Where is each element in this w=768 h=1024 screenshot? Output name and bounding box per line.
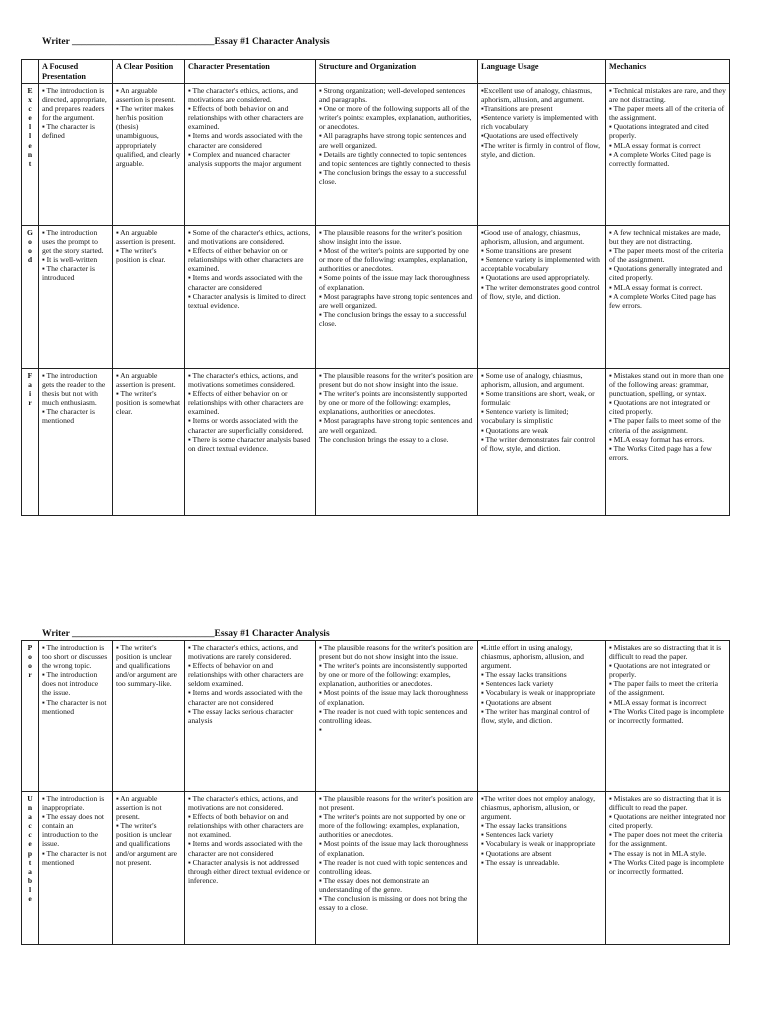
criterion-item: ▪ The introduction does not introduce the issue.: [42, 670, 99, 698]
cell-clear-position: [113, 792, 185, 945]
criterion-item: ▪ Quotations are absent: [481, 848, 552, 858]
cell-clear-position: [113, 369, 185, 516]
criterion-item: ▪ MLA essay format is incorrect: [609, 697, 707, 707]
criterion-item: ▪ Mistakes stand out in more than one of the following areas: grammar, punctuation, spelling, or syntax.: [609, 371, 724, 399]
level-letter: b: [27, 875, 33, 885]
criterion-item: ▪ Effects of either behavior on or relationships with other characters are examined.: [188, 246, 304, 274]
criterion-item: ▪ The writer's points are inconsistently supported by one or more of the following: examples, explanations, authorities or anecdotes.: [319, 389, 468, 417]
cell-language-usage: [478, 369, 606, 516]
rubric-row-unacceptable: [22, 792, 730, 945]
level-letter: t: [28, 857, 32, 867]
cell-structure-organization: [316, 641, 478, 792]
criterion-item: ▪ The essay does not contain an introduction to the issue.: [42, 812, 105, 849]
criterion-item: ▪ Items and words associated with the character are considered: [188, 131, 303, 150]
level-letter: l: [28, 122, 32, 132]
col-header-focused-presentation: A Focused Presentation: [39, 60, 113, 84]
level-letter: P: [27, 643, 33, 652]
criterion-item: ▪ Character analysis is limited to direct textual evidence.: [188, 291, 306, 310]
cell-language-usage: [478, 84, 606, 226]
criterion-item: ▪ The plausible reasons for the writer's position are present but do not show insight into the issue.: [319, 371, 474, 390]
criterion-item: ▪ The Works Cited page has a few errors.: [609, 443, 712, 462]
cell-character-presentation: [185, 84, 316, 226]
level-label-excellent: [22, 84, 39, 226]
criterion-item: ▪ The Works Cited page is incomplete or incorrectly formatted.: [609, 706, 724, 725]
criterion-item: ▪ The writer's position is unclear and qualifications and/or argument are not present.: [116, 821, 178, 867]
criterion-item: ▪Sentence variety is implemented with rich vocabulary: [481, 113, 598, 132]
level-label-fair: [22, 369, 39, 516]
criterion-item: ▪ The paper fails to meet the criteria of the assignment.: [609, 679, 719, 698]
level-letter: a: [28, 380, 32, 390]
criterion-item: ▪ Technical mistakes are rare, and they are not distracting.: [609, 86, 726, 105]
criterion-item: ▪ Most paragraphs have strong topic sentences and are well organized.: [319, 291, 473, 310]
cell-language-usage: [478, 641, 606, 792]
cell-focused-presentation: [39, 641, 113, 792]
cell-mechanics: [606, 641, 730, 792]
criterion-item: ▪ Quotations generally integrated and cited properly.: [609, 264, 723, 283]
rubric-table-bottom: [21, 640, 730, 945]
level-letter: i: [28, 389, 32, 399]
cell-focused-presentation: [39, 226, 113, 369]
criterion-item: ▪ Complex and nuanced character analysis supports the major argument: [188, 149, 302, 168]
cell-mechanics: [606, 792, 730, 945]
criterion-item: ▪ Some points of the issue may lack thoroughness of explanation.: [319, 273, 470, 292]
cell-mechanics: [606, 226, 730, 369]
criterion-item: ▪ The conclusion brings the essay to a successful close.: [319, 309, 467, 328]
criterion-item: ▪ There is some character analysis based on direct textual evidence.: [188, 434, 311, 453]
criterion-item: ▪ Items or words associated with the character are superficially considered.: [188, 416, 304, 435]
criterion-item: ▪ Most points of the issue may lack thoroughness of explanation.: [319, 688, 469, 707]
criterion-item: ▪ An arguable assertion is present.: [116, 228, 176, 247]
criterion-item: ▪ The writer's position is somewhat clear.: [116, 389, 181, 417]
criterion-item: ▪ The introduction gets the reader to the thesis but not with much enthusiasm.: [42, 371, 106, 408]
criterion-item: ▪ Character analysis is not addressed through either direct textual evidence or inference.: [188, 857, 310, 885]
criterion-item: The conclusion brings the essay to a close.: [319, 434, 449, 444]
level-label-unacceptable: [22, 792, 39, 945]
criterion-item: ▪ The character's ethics, actions, and motivations sometimes considered.: [188, 371, 298, 390]
level-letter: t: [28, 158, 32, 168]
criterion-item: ▪ Sentences lack variety: [481, 679, 554, 689]
criterion-item: ▪ Items and words associated with the character are considered: [188, 273, 303, 292]
criterion-item: ▪ A complete Works Cited page has few errors.: [609, 291, 716, 310]
criterion-item: ▪ Quotations integrated and cited properly.: [609, 122, 709, 141]
rubric-row-poor: [22, 641, 730, 792]
criterion-item: ▪ MLA essay format is correct: [609, 140, 701, 150]
cell-mechanics: [606, 84, 730, 226]
level-letter: a: [28, 866, 32, 876]
criterion-item: ▪ Mistakes are so distracting that it is difficult to read the paper.: [609, 643, 722, 662]
level-label-good: [22, 226, 39, 369]
criterion-item: ▪ Strong organization; well-developed sentences and paragraphs.: [319, 86, 466, 105]
col-header-language-usage: Language Usage: [478, 60, 606, 84]
criterion-item: ▪ A complete Works Cited page is correctly formatted.: [609, 149, 711, 168]
criterion-item: ▪ Sentence variety is limited; vocabulary is simplistic: [481, 407, 569, 426]
criterion-item: ▪ All paragraphs have strong topic sentences and are well organized.: [319, 131, 467, 150]
criterion-item: ▪ Some transitions are short, weak, or formulaic: [481, 389, 595, 408]
criterion-item: ▪ The introduction is too short or discusses the wrong topic.: [42, 643, 108, 671]
criterion-item: ▪ Quotations are weak: [481, 425, 549, 435]
level-letter: c: [28, 821, 32, 831]
criterion-item: ▪ The plausible reasons for the writer's position are present but do not show insight into the issue.: [319, 643, 474, 662]
criterion-item: ▪ One or more of the following supports all of the writer's points: examples, explanation, authorities, or anecdotes.: [319, 104, 472, 132]
criterion-item: ▪ The essay does not demonstrate an understanding of the genre.: [319, 875, 430, 894]
criterion-item: ▪ Quotations are used appropriately.: [481, 273, 590, 283]
criterion-item: ▪ The introduction is inappropriate.: [42, 794, 105, 813]
criterion-item: ▪ The essay is unreadable.: [481, 857, 560, 867]
corner-cell: [22, 60, 39, 84]
cell-structure-organization: [316, 369, 478, 516]
criterion-item: ▪Excellent use of analogy, chiasmus, aphorism, allusion, and argument.: [481, 86, 593, 105]
level-letter: U: [27, 794, 33, 803]
cell-character-presentation: [185, 226, 316, 369]
criterion-item: ▪ Effects of behavior on and relationships with other characters are seldom examined.: [188, 661, 304, 689]
cell-language-usage: [478, 226, 606, 369]
criterion-item: ▪ The character is not mentioned: [42, 697, 107, 716]
col-header-clear-position: A Clear Position: [113, 60, 185, 84]
criterion-item: ▪ The reader is not cued with topic sentences and controlling ideas.: [319, 706, 468, 725]
criterion-item: ▪ Some of the character's ethics, actions, and motivations are considered.: [188, 228, 311, 247]
cell-character-presentation: [185, 641, 316, 792]
criterion-item: ▪ The reader is not cued with topic sentences and controlling ideas.: [319, 857, 468, 876]
level-letter: o: [28, 661, 32, 671]
criterion-item: ▪ The writer has marginal control of flow, style, and diction.: [481, 706, 590, 725]
criterion-item: ▪ The essay lacks transitions: [481, 670, 567, 680]
rubric-header-row: [22, 60, 730, 84]
criterion-item: ▪ A few technical mistakes are made, but they are not distracting.: [609, 228, 721, 247]
cell-clear-position: [113, 226, 185, 369]
cell-structure-organization: [316, 226, 478, 369]
level-letter: o: [28, 237, 32, 247]
cell-focused-presentation: [39, 792, 113, 945]
criterion-item: ▪ Quotations are absent: [481, 697, 552, 707]
level-letter: e: [28, 839, 32, 849]
col-header-structure-organization: Structure and Organization: [316, 60, 478, 84]
level-letter: n: [27, 149, 33, 159]
criterion-item: ▪ Vocabulary is weak or inappropriate: [481, 839, 596, 849]
criterion-item: ▪ The writer's points are not supported by one or more of the following: examples, explanation, authorities or anecdotes.: [319, 812, 466, 840]
level-letter: G: [27, 228, 33, 237]
criterion-item: ▪ Sentence variety is implemented with acceptable vocabulary: [481, 255, 600, 274]
level-letter: e: [28, 113, 32, 123]
level-letter: a: [28, 812, 32, 822]
level-letter: l: [28, 884, 32, 894]
criterion-item: ▪ The character's ethics, actions, and motivations are considered.: [188, 86, 298, 105]
criterion-item: ▪ Some use of analogy, chiasmus, aphorism, allusion, and argument.: [481, 371, 585, 390]
level-letter: o: [28, 246, 32, 256]
criterion-item: ▪ Mistakes are so distracting that it is difficult to read the paper.: [609, 794, 722, 813]
criterion-item: ▪ MLA essay format is correct.: [609, 282, 703, 292]
col-header-character-presentation: Character Presentation: [185, 60, 316, 84]
criterion-item: ▪ The Works Cited page is incomplete or incorrectly formatted.: [609, 857, 724, 876]
cell-focused-presentation: [39, 369, 113, 516]
criterion-item: ▪ The character is mentioned: [42, 407, 95, 426]
rubric-table-top: [21, 59, 730, 516]
criterion-item: ▪The writer is firmly in control of flow, style, and diction.: [481, 140, 601, 159]
criterion-item: ▪ Quotations are neither integrated nor cited properly.: [609, 812, 726, 831]
criterion-item: ▪ Sentences lack variety: [481, 830, 554, 840]
criterion-item: ▪ The plausible reasons for the writer's position show insight into the issue.: [319, 228, 462, 247]
criterion-item: ▪ The writer demonstrates good control of flow, style, and diction.: [481, 282, 600, 301]
cell-mechanics: [606, 369, 730, 516]
header-writer-essay-bottom: Writer ______________________________Essay #1 Character Analysis: [42, 629, 330, 639]
criterion-item: ▪Transitions are present: [481, 104, 553, 114]
level-letter: r: [28, 398, 32, 408]
cell-character-presentation: [185, 792, 316, 945]
criterion-item: ▪ The essay lacks transitions: [481, 821, 567, 831]
criterion-item: ▪: [319, 724, 322, 734]
level-letter: E: [27, 86, 33, 95]
cell-language-usage: [478, 792, 606, 945]
criterion-item: ▪ The conclusion brings the essay to a successful close.: [319, 167, 467, 186]
criterion-item: ▪ Most points of the issue may lack thoroughness of explanation.: [319, 839, 469, 858]
criterion-item: ▪ The essay lacks serious character analysis: [188, 706, 294, 725]
criterion-item: ▪ MLA essay format has errors.: [609, 434, 705, 444]
criterion-item: ▪ Effects of both behavior on and relationships with other characters are not examined.: [188, 812, 304, 840]
criterion-item: ▪Quotations are used effectively: [481, 131, 579, 141]
level-letter: F: [27, 371, 33, 380]
level-letter: e: [28, 894, 32, 904]
rubric-row-fair: [22, 369, 730, 516]
criterion-item: ▪ The writer's position is unclear and qualifications and/or argument are too summary-like.: [116, 643, 178, 689]
criterion-item: ▪ The character's ethics, actions, and motivations are rarely considered.: [188, 643, 298, 662]
level-letter: d: [27, 255, 33, 265]
criterion-item: ▪ The plausible reasons for the writer's position are not present.: [319, 794, 474, 813]
criterion-item: ▪ The writer's points are inconsistently supported by one or more of the following: examples, explanation, authorities or anecdotes.: [319, 661, 468, 689]
level-letter: n: [27, 803, 33, 813]
criterion-item: ▪ The writer makes her/his position (thesis) unambiguous, appropriately qualified, and clearly arguable.: [116, 104, 181, 168]
criterion-item: ▪ The writer's position is clear.: [116, 246, 166, 265]
criterion-item: ▪ Most of the writer's points are supported by one or more of the following: examples, explanation, authorities or anecdotes.: [319, 246, 469, 274]
criterion-item: ▪ The paper fails to meet some of the criteria of the assignment.: [609, 416, 721, 435]
cell-clear-position: [113, 641, 185, 792]
header-writer-essay-top: Writer ______________________________Essay #1 Character Analysis: [42, 37, 330, 47]
level-letter: e: [28, 140, 32, 150]
criterion-item: ▪ Quotations are not integrated or cited properly.: [609, 398, 711, 417]
criterion-item: ▪ The paper meets most of the criteria of the assignment.: [609, 246, 724, 265]
criterion-item: ▪ The paper meets all of the criteria of the assignment.: [609, 104, 725, 123]
criterion-item: ▪ Effects of both behavior on and relationships with other characters are examined.: [188, 104, 304, 132]
criterion-item: ▪ Most paragraphs have strong topic sentences and are well organized.: [319, 416, 473, 435]
level-letter: p: [27, 848, 33, 858]
criterion-item: ▪ The conclusion is missing or does not bring the essay to a close.: [319, 894, 468, 913]
criterion-item: ▪ The introduction uses the prompt to get the story started.: [42, 228, 104, 256]
level-label-poor: [22, 641, 39, 792]
criterion-item: ▪Little effort in using analogy, chiasmus, aphorism, allusion, and argument.: [481, 643, 584, 671]
level-letter: o: [28, 652, 32, 662]
col-header-mechanics: Mechanics: [606, 60, 730, 84]
criterion-item: ▪ Some transitions are present: [481, 246, 572, 256]
criterion-item: ▪The writer does not employ analogy, chiasmus, aphorism, allusion, or argument.: [481, 794, 595, 822]
criterion-item: ▪ The introduction is directed, appropriate, and prepares readers for the argument.: [42, 86, 107, 123]
criterion-item: ▪ An arguable assertion is not present.: [116, 794, 162, 822]
cell-structure-organization: [316, 84, 478, 226]
cell-structure-organization: [316, 792, 478, 945]
criterion-item: ▪ An arguable assertion is present.: [116, 371, 176, 390]
level-letter: l: [28, 131, 32, 141]
level-letter: c: [28, 830, 32, 840]
criterion-item: ▪ The character's ethics, actions, and motivations are not considered.: [188, 794, 298, 813]
level-letter: x: [28, 95, 32, 105]
criterion-item: ▪ Quotations are not integrated or properly.: [609, 661, 711, 680]
criterion-item: ▪ The character is defined: [42, 122, 95, 141]
cell-character-presentation: [185, 369, 316, 516]
criterion-item: ▪ The paper does not meet the criteria for the assignment.: [609, 830, 723, 849]
criterion-item: ▪ Details are tightly connected to topic sentences and topic sentences are tightly connected to thesis: [319, 149, 471, 168]
level-letter: c: [28, 104, 32, 114]
criterion-item: ▪ The character is introduced: [42, 264, 95, 283]
criterion-item: ▪ Items and words associated with the character are not considered: [188, 688, 303, 707]
rubric-row-good: [22, 226, 730, 369]
level-letter: r: [28, 670, 32, 680]
criterion-item: ▪ Effects of either behavior on or relationships with other characters are examined.: [188, 389, 304, 417]
cell-clear-position: [113, 84, 185, 226]
criterion-item: ▪ The character is not mentioned: [42, 848, 107, 867]
criterion-item: ▪ The essay is not in MLA style.: [609, 848, 707, 858]
cell-focused-presentation: [39, 84, 113, 226]
rubric-row-excellent: [22, 84, 730, 226]
criterion-item: ▪ Vocabulary is weak or inappropriate: [481, 688, 596, 698]
criterion-item: ▪ An arguable assertion is present.: [116, 86, 176, 105]
criterion-item: ▪ Items and words associated with the character are not considered: [188, 839, 303, 858]
criterion-item: ▪ The writer demonstrates fair control of flow, style, and diction.: [481, 434, 596, 453]
criterion-item: ▪Good use of analogy, chiasmus, aphorism, allusion, and argument.: [481, 228, 585, 247]
criterion-item: ▪ It is well-written: [42, 255, 98, 265]
